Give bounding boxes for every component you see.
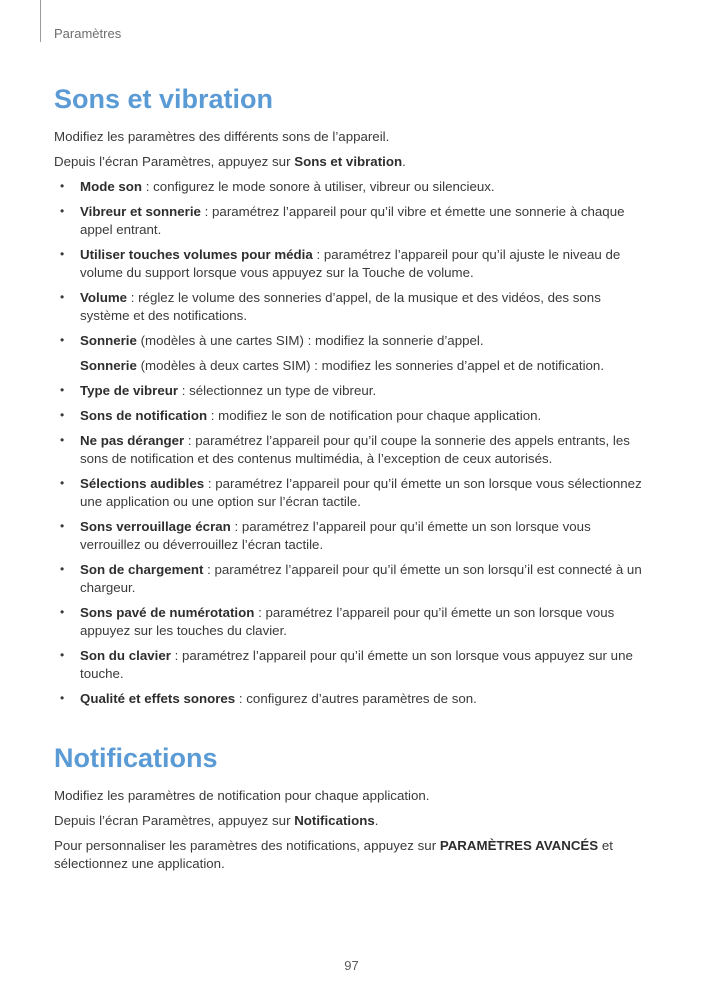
list-item — [54, 178, 648, 196]
extra-suffix: et sélectionnez une application. — [54, 838, 613, 871]
bullet-icon: • — [60, 519, 65, 533]
item-term: Son de chargement — [80, 562, 204, 577]
item-term: Type de vibreur — [80, 383, 179, 398]
section-title: Notifications — [54, 743, 218, 773]
list-item — [54, 647, 648, 683]
item-text: (modèles à une cartes SIM) : modifiez la sonnerie d’appel. — [136, 333, 484, 348]
item-subline — [80, 357, 648, 375]
item-text: : configurez le mode sonore à utiliser, vibreur ou silencieux. — [142, 179, 495, 194]
page-number: 97 — [344, 958, 359, 973]
bullet-icon: • — [60, 290, 65, 304]
list-item — [54, 246, 648, 282]
list-item — [54, 382, 648, 400]
path-suffix: . — [374, 813, 379, 828]
path-prefix: Depuis l’écran Paramètres, appuyez sur — [54, 813, 295, 828]
bullet-icon: • — [60, 562, 65, 576]
section-path — [54, 153, 648, 171]
list-item — [54, 604, 648, 640]
item-term: Vibreur et sonnerie — [80, 204, 201, 219]
bullet-icon: • — [60, 605, 65, 619]
section-path — [54, 812, 648, 830]
item-term: Sélections audibles — [80, 476, 205, 491]
bullet-icon: • — [60, 333, 65, 347]
list-item — [54, 561, 648, 597]
item-text: : paramétrez l’appareil pour qu’il émette un son lorsque vous appuyez sur une touche. — [80, 648, 633, 681]
item-text: : paramétrez l’appareil pour qu’il émette un son lorsque vous sélectionnez une application ou une option sur l’écran tactile. — [80, 476, 642, 509]
item-term: Ne pas déranger — [80, 433, 185, 448]
item-text: : paramétrez l’appareil pour qu’il émette un son lorsqu’il est connecté à un chargeur. — [80, 562, 642, 595]
section-intro: Modifiez les paramètres de notification pour chaque application. — [54, 788, 430, 803]
page-content — [54, 82, 648, 880]
item-term: Sons pavé de numérotation — [80, 605, 255, 620]
header-rule — [40, 0, 41, 42]
path-suffix: . — [402, 154, 406, 169]
bullet-icon: • — [60, 433, 65, 447]
bullet-icon: • — [60, 691, 65, 705]
item-text: : paramétrez l’appareil pour qu’il vibre et émette une sonnerie à chaque appel entrant. — [80, 204, 625, 237]
list-item — [54, 203, 648, 239]
section-gap — [54, 715, 648, 741]
item-text: : paramétrez l’appareil pour qu’il émette un son lorsque vous verrouillez ou déverrouillez l’écran tactile. — [80, 519, 591, 552]
item-term: Sonnerie — [80, 333, 137, 348]
list-item — [54, 407, 648, 425]
item-term: Utiliser touches volumes pour média — [80, 247, 313, 262]
section-notifications — [54, 741, 648, 873]
section-extra — [54, 837, 648, 873]
bullet-icon: • — [60, 648, 65, 662]
item-term: Sons de notification — [80, 408, 208, 423]
path-bold: Sons et vibration — [294, 154, 403, 169]
list-item — [54, 432, 648, 468]
item-text: : configurez d’autres paramètres de son. — [235, 691, 477, 706]
list-item — [54, 332, 648, 375]
list-item — [54, 289, 648, 325]
item-text: : paramétrez l’appareil pour qu’il coupe la sonnerie des appels entrants, les sons de notification et des contenus multimédia, à l’exception de ceux autorisés. — [80, 433, 630, 466]
item-term: Qualité et effets sonores — [80, 691, 236, 706]
list-item — [54, 518, 648, 554]
item-text: : paramétrez l’appareil pour qu’il émette un son lorsque vous appuyez sur les touches du clavier. — [80, 605, 615, 638]
extra-bold: PARAMÈTRES AVANCÉS — [439, 838, 599, 853]
list-item — [54, 475, 648, 511]
section-title: Sons et vibration — [54, 84, 274, 114]
settings-list — [54, 178, 648, 708]
item-term: Son du clavier — [80, 648, 171, 663]
item-term: Volume — [80, 290, 128, 305]
bullet-icon: • — [60, 408, 65, 422]
item-sub-text: (modèles à deux cartes SIM) : modifiez les sonneries d’appel et de notification. — [136, 358, 605, 373]
bullet-icon: • — [60, 179, 65, 193]
path-bold: Notifications — [294, 813, 375, 828]
bullet-icon: • — [60, 247, 65, 261]
item-sub-term: Sonnerie — [80, 358, 137, 373]
item-term: Sons verrouillage écran — [80, 519, 231, 534]
item-text: : paramétrez l’appareil pour qu’il ajuste le niveau de volume du support lorsque vous appuyez sur la Touche de volume. — [80, 247, 621, 280]
section-sons-et-vibration — [54, 82, 648, 708]
list-item — [54, 690, 648, 708]
path-prefix: Depuis l’écran Paramètres, appuyez sur — [54, 154, 295, 169]
bullet-icon: • — [60, 204, 65, 218]
item-text: : réglez le volume des sonneries d’appel, de la musique et des vidéos, des sons système et des notifications. — [80, 290, 601, 323]
item-term: Mode son — [80, 179, 143, 194]
bullet-icon: • — [60, 476, 65, 490]
section-intro: Modifiez les paramètres des différents sons de l’appareil. — [54, 129, 390, 144]
item-text: : sélectionnez un type de vibreur. — [178, 383, 377, 398]
item-text: : modifiez le son de notification pour chaque application. — [207, 408, 542, 423]
extra-prefix: Pour personnaliser les paramètres des notifications, appuyez sur — [54, 838, 440, 853]
header-label: Paramètres — [54, 26, 122, 41]
bullet-icon: • — [60, 383, 65, 397]
